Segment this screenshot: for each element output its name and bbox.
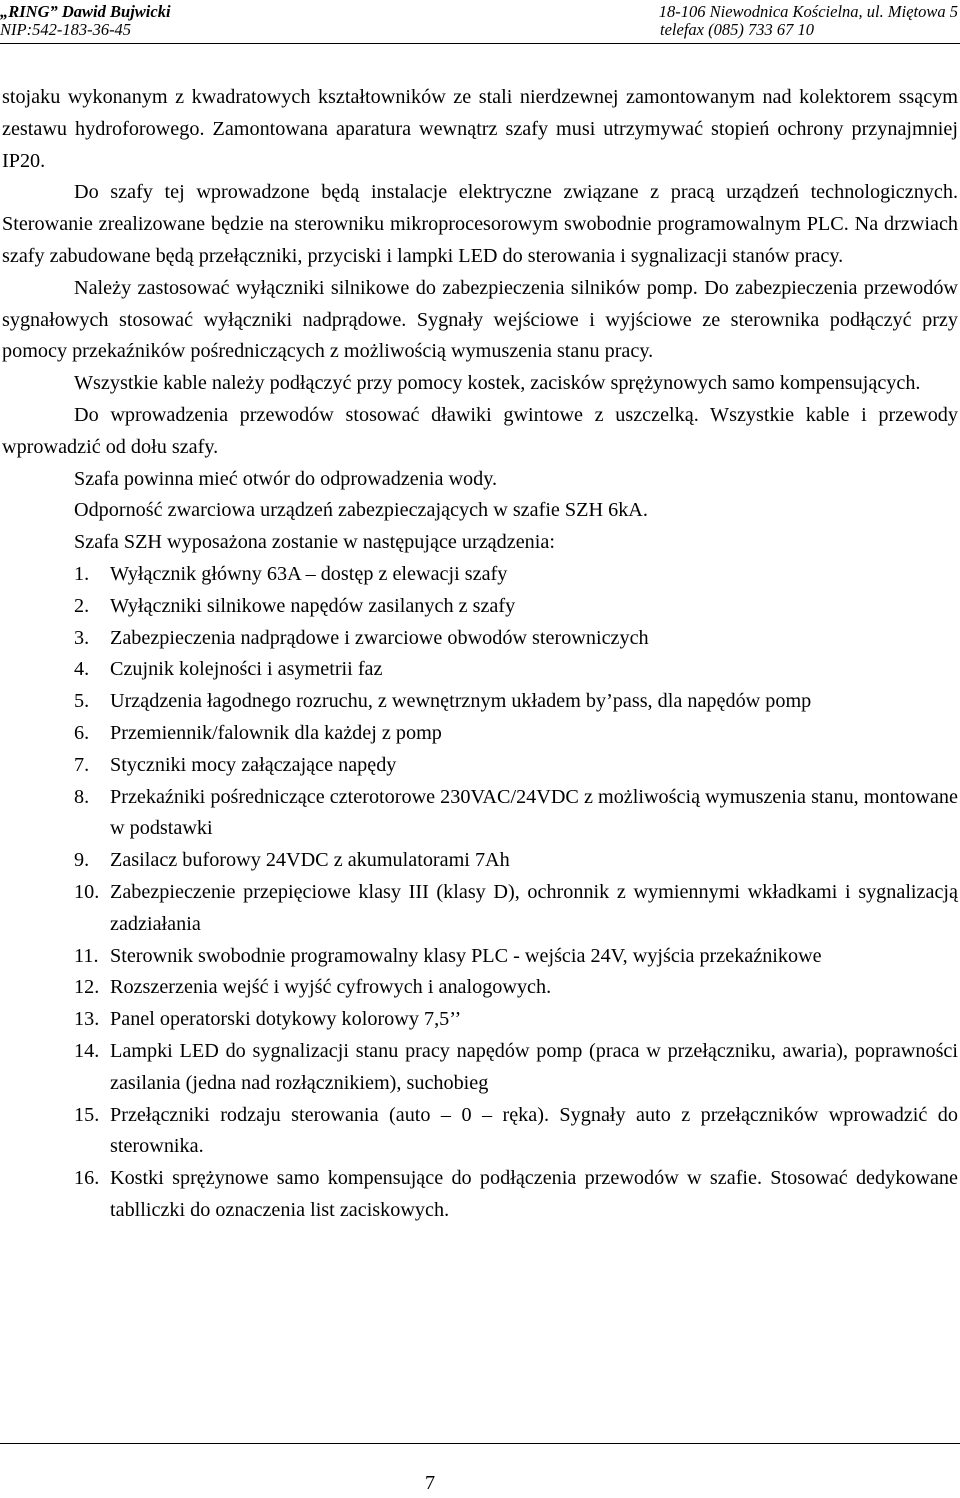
list-item-text: Wyłącznik główny 63A – dostęp z elewacji szafy [110, 562, 508, 585]
list-item [2, 686, 958, 718]
list-item-number: 10. [74, 880, 100, 903]
paragraph: Wszystkie kable należy podłączyć przy pomocy kostek, zacisków sprężynowych samo kompensujących. [74, 372, 921, 395]
list-item-text: Przekaźniki pośredniczące czterotorowe 230VAC/24VDC z możliwością wymuszenia stanu, montowane w podstawki [110, 785, 958, 840]
company-nip: NIP:542-183-36-45 [0, 20, 132, 39]
list-item [2, 1004, 958, 1036]
list-item-text: Panel operatorski dotykowy kolorowy 7,5’’ [110, 1008, 462, 1031]
list-item [2, 1036, 958, 1100]
list-item-number: 1. [74, 562, 90, 585]
paragraph: Do szafy tej wprowadzone będą instalacje elektryczne związane z pracą urządzeń technologicznych. Sterowanie zrealizowane będzie na sterowniku mikroprocesorowym swobodnie programowalnym PLC. Na drzwiach szafy zabudowane będą przełączniki, przyciski i lampki LED do sterowania i sygnalizacji stanów pracy. [2, 181, 958, 267]
list-item [2, 623, 958, 655]
list-item [2, 1163, 958, 1227]
company-name: „RING” Dawid Bujwicki [0, 2, 171, 21]
company-phone: telefax (085) 733 67 10 [660, 20, 814, 39]
list-item-text: Zabezpieczenia nadprądowe i zwarciowe obwodów sterowniczych [110, 626, 649, 649]
list-item [2, 877, 958, 941]
document-body [2, 82, 958, 1227]
paragraph: Należy zastosować wyłączniki silnikowe do zabezpieczenia silników pomp. Do zabezpieczenia przewodów sygnałowych stosować wyłączniki nadprądowe. Sygnały wejściowe i wyjściowe ze sterownika podłączyć przy pomocy przekaźników pośredniczących z możliwością wymuszenia stanu pracy. [2, 276, 958, 363]
list-item-text: Przemiennik/falownik dla każdej z pomp [110, 721, 442, 744]
page-header [0, 0, 960, 44]
list-item-text: Wyłączniki silnikowe napędów zasilanych z szafy [110, 594, 516, 617]
list-item-text: Kostki sprężynowe samo kompensujące do podłączenia przewodów w szafie. Stosować dedykowane tablliczki do oznaczenia list zaciskowych. [110, 1167, 958, 1221]
list-item-text: Lampki LED do sygnalizacji stanu pracy napędów pomp (praca w przełączniku, awaria), poprawności zasilania (jedna nad rozłącznikiem), suchobieg [110, 1039, 958, 1094]
list-item-number: 13. [74, 1008, 100, 1031]
list-item-text: Czujnik kolejności i asymetrii faz [110, 658, 383, 681]
list-item-number: 6. [74, 721, 90, 744]
list-item-text: Urządzenia łagodnego rozruchu, z wewnętrznym układem by’pass, dla napędów pomp [110, 690, 812, 713]
list-item-text: Przełączniki rodzaju sterowania (auto – 0 – ręka). Sygnały auto z przełączników wprowadzić do sterownika. [110, 1103, 958, 1158]
list-item [2, 559, 958, 591]
list-item-number: 7. [74, 753, 90, 776]
list-item-number: 12. [74, 976, 100, 999]
list-item [2, 591, 958, 623]
footer-divider [0, 1443, 960, 1444]
list-item [2, 972, 958, 1004]
list-item-number: 11. [74, 944, 99, 967]
list-item [2, 654, 958, 686]
paragraph: stojaku wykonanym z kwadratowych kształtowników ze stali nierdzewnej zamontowanym nad kolektorem ssącym zestawu hydroforowego. Zamontowana aparatura wewnątrz szafy musi utrzymywać stopień ochrony przynajmniej IP20. [2, 86, 958, 172]
list-item [2, 1100, 958, 1164]
list-item-text: Styczniki mocy załączające napędy [110, 753, 397, 776]
list-item [2, 941, 958, 973]
page-number: 7 [424, 1472, 436, 1494]
list-item-text: Zasilacz buforowy 24VDC z akumulatorami 7Ah [110, 849, 510, 872]
company-address: 18-106 Niewodnica Kościelna, ul. Miętowa 5 [658, 2, 958, 21]
list-item-number: 16. [74, 1167, 100, 1190]
list-item-number: 14. [74, 1039, 100, 1062]
list-item [2, 782, 958, 846]
list-intro: Szafa SZH wyposażona zostanie w następujące urządzenia: [74, 531, 555, 554]
list-item-number: 2. [74, 594, 90, 617]
list-item-number: 9. [74, 849, 90, 872]
list-item-text: Rozszerzenia wejść i wyjść cyfrowych i analogowych. [110, 976, 552, 999]
paragraph: Do wprowadzenia przewodów stosować dławiki gwintowe z uszczelką. Wszystkie kable i przewody wprowadzić od dołu szafy. [2, 403, 958, 458]
equipment-list [2, 559, 958, 1227]
list-item-text: Sterownik swobodnie programowalny klasy PLC - wejścia 24V, wyjścia przekaźnikowe [110, 944, 822, 967]
list-item [2, 718, 958, 750]
list-item [2, 845, 958, 877]
header-divider [0, 43, 960, 44]
paragraph: Szafa powinna mieć otwór do odprowadzenia wody. [74, 467, 498, 490]
list-item-number: 15. [74, 1103, 100, 1126]
list-item-number: 5. [74, 690, 90, 713]
list-item-number: 3. [74, 626, 90, 649]
list-item-number: 8. [74, 785, 90, 808]
list-item [2, 750, 958, 782]
list-item-text: Zabezpieczenie przepięciowe klasy III (klasy D), ochronnik z wymiennymi wkładkami i sygnalizacją zadziałania [110, 880, 958, 935]
paragraph: Odporność zwarciowa urządzeń zabezpieczających w szafie SZH 6kA. [74, 499, 648, 522]
list-item-number: 4. [74, 658, 90, 681]
